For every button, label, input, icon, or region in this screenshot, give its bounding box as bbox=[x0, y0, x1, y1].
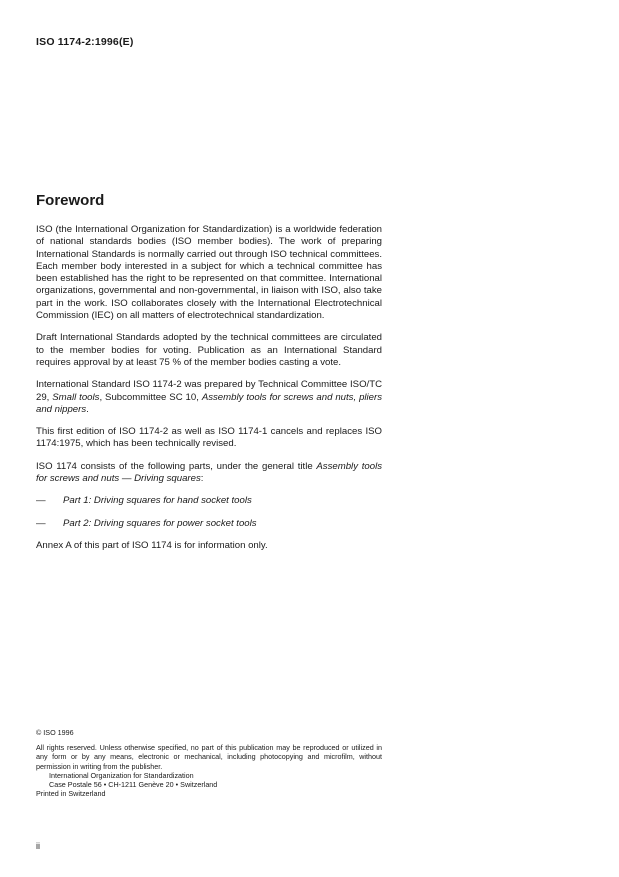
copyright-block bbox=[36, 728, 382, 798]
paragraph-annex: Annex A of this part of ISO 1174 is for information only. bbox=[36, 539, 268, 551]
foreword-body bbox=[36, 224, 382, 562]
foreword-title: Foreword bbox=[36, 192, 105, 209]
part-2-label: Part 2: Driving squares for power socket tools bbox=[63, 517, 257, 529]
paragraph-edition: This first edition of ISO 1174-2 as well as ISO 1174-1 cancels and replaces ISO 1174:1975, which has been technically revised. bbox=[36, 426, 382, 450]
paragraph-iso-description: ISO (the International Organization for Standardization) is a worldwide federation of national standards bodies (ISO member bodies). The work of preparing International Standards is normally carried out through ISO technical committees. Each member body interested in a subject for which a technical committee has been established has the right to be represented on that committee. International organizations, governmental and non-governmental, in liaison with ISO, also take part in the work. ISO collaborates closely with the International Electrotechnical Commission (IEC) on all matters of electrotechnical standardization. bbox=[36, 224, 382, 322]
subcommittee-name: Assembly tools for screws and nuts, pliers and nippers bbox=[36, 391, 382, 415]
part-1-label: Part 1: Driving squares for hand socket tools bbox=[63, 495, 252, 507]
rights-statement: All rights reserved. Unless otherwise specified, no part of this publication may be reproduced or utilized in any form or by any means, electronic or mechanical, including photocopying and microfilm, without permission in writing from the publisher. bbox=[36, 743, 382, 771]
committee-text-pre: International Standard ISO 1174-2 was prepared by Technical Committee ISO/TC 29, bbox=[36, 379, 382, 403]
committee-name: Small tools bbox=[52, 391, 100, 403]
parts-text-pre: ISO 1174 consists of the following parts, under the general title bbox=[36, 460, 317, 472]
copyright-line: © ISO 1996 bbox=[36, 728, 74, 737]
printed-in: Printed in Switzerland bbox=[36, 789, 106, 799]
document-id-header: ISO 1174-2:1996(E) bbox=[36, 36, 134, 48]
list-dash: — bbox=[36, 517, 46, 529]
publisher-name: International Organization for Standardization bbox=[49, 770, 194, 780]
list-dash: — bbox=[36, 495, 46, 507]
paragraph-parts bbox=[36, 461, 382, 486]
publisher-address: Case Postale 56 • CH-1211 Genève 20 • Switzerland bbox=[49, 780, 218, 790]
committee-text-mid: , Subcommittee SC 10, bbox=[99, 391, 202, 403]
general-title: Assembly tools for screws and nuts — Driving squares bbox=[36, 460, 382, 485]
page-number: ii bbox=[36, 841, 40, 851]
committee-text-post: . bbox=[86, 403, 89, 415]
parts-text-post: : bbox=[200, 473, 204, 485]
list-item bbox=[36, 495, 382, 507]
paragraph-committee bbox=[36, 379, 382, 416]
paragraph-voting: Draft International Standards adopted by the technical committees are circulated to the member bodies for voting. Publication as an International Standard requires approval by at least 75 % of the member bodies casting a vote. bbox=[36, 332, 382, 368]
list-item bbox=[36, 518, 382, 530]
